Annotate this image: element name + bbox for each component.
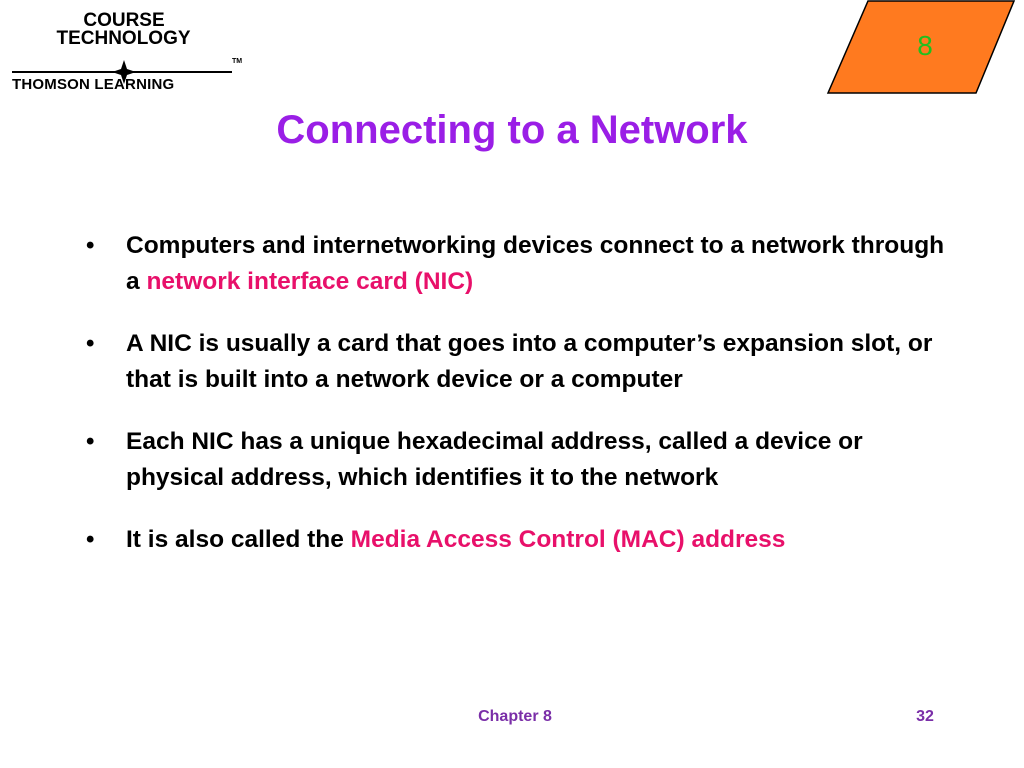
logo-course-text: COURSE [83,10,165,31]
bullet-list [86,228,946,584]
footer-page-number: 32 [916,708,934,725]
footer-chapter-label: Chapter 8 [478,708,552,725]
logo-thomson-text: THOMSON LEARNING [12,76,175,93]
bullet-glyph: • [86,232,95,259]
chapter-badge-number: 8 [917,30,933,61]
bullet-text: It is also called the [126,526,351,553]
bullet-highlight: Media Access Control (MAC) address [350,526,786,553]
logo-trademark: TM [232,58,243,65]
slide-title: Connecting to a Network [276,108,748,152]
bullet-text: Computers and internetworking devices connect to a network through a [126,232,945,295]
bullet-text: A NIC is usually a card that goes into a computer’s expansion slot, or that is built into a network device or a computer [126,330,933,393]
bullet-text: Each NIC has a unique hexadecimal address, called a device or physical address, which identifies it to the network [126,428,863,491]
bullet-glyph: • [86,526,95,553]
course-technology-logo [8,8,248,98]
bullet-item [86,424,946,496]
bullet-glyph: • [86,428,95,455]
bullet-item [86,522,946,558]
bullet-item [86,228,946,300]
logo-technology-text: TECHNOLOGY [56,28,191,49]
bullet-glyph: • [86,330,95,357]
bullet-item [86,326,946,398]
bullet-highlight: network interface card (NIC) [146,268,474,295]
